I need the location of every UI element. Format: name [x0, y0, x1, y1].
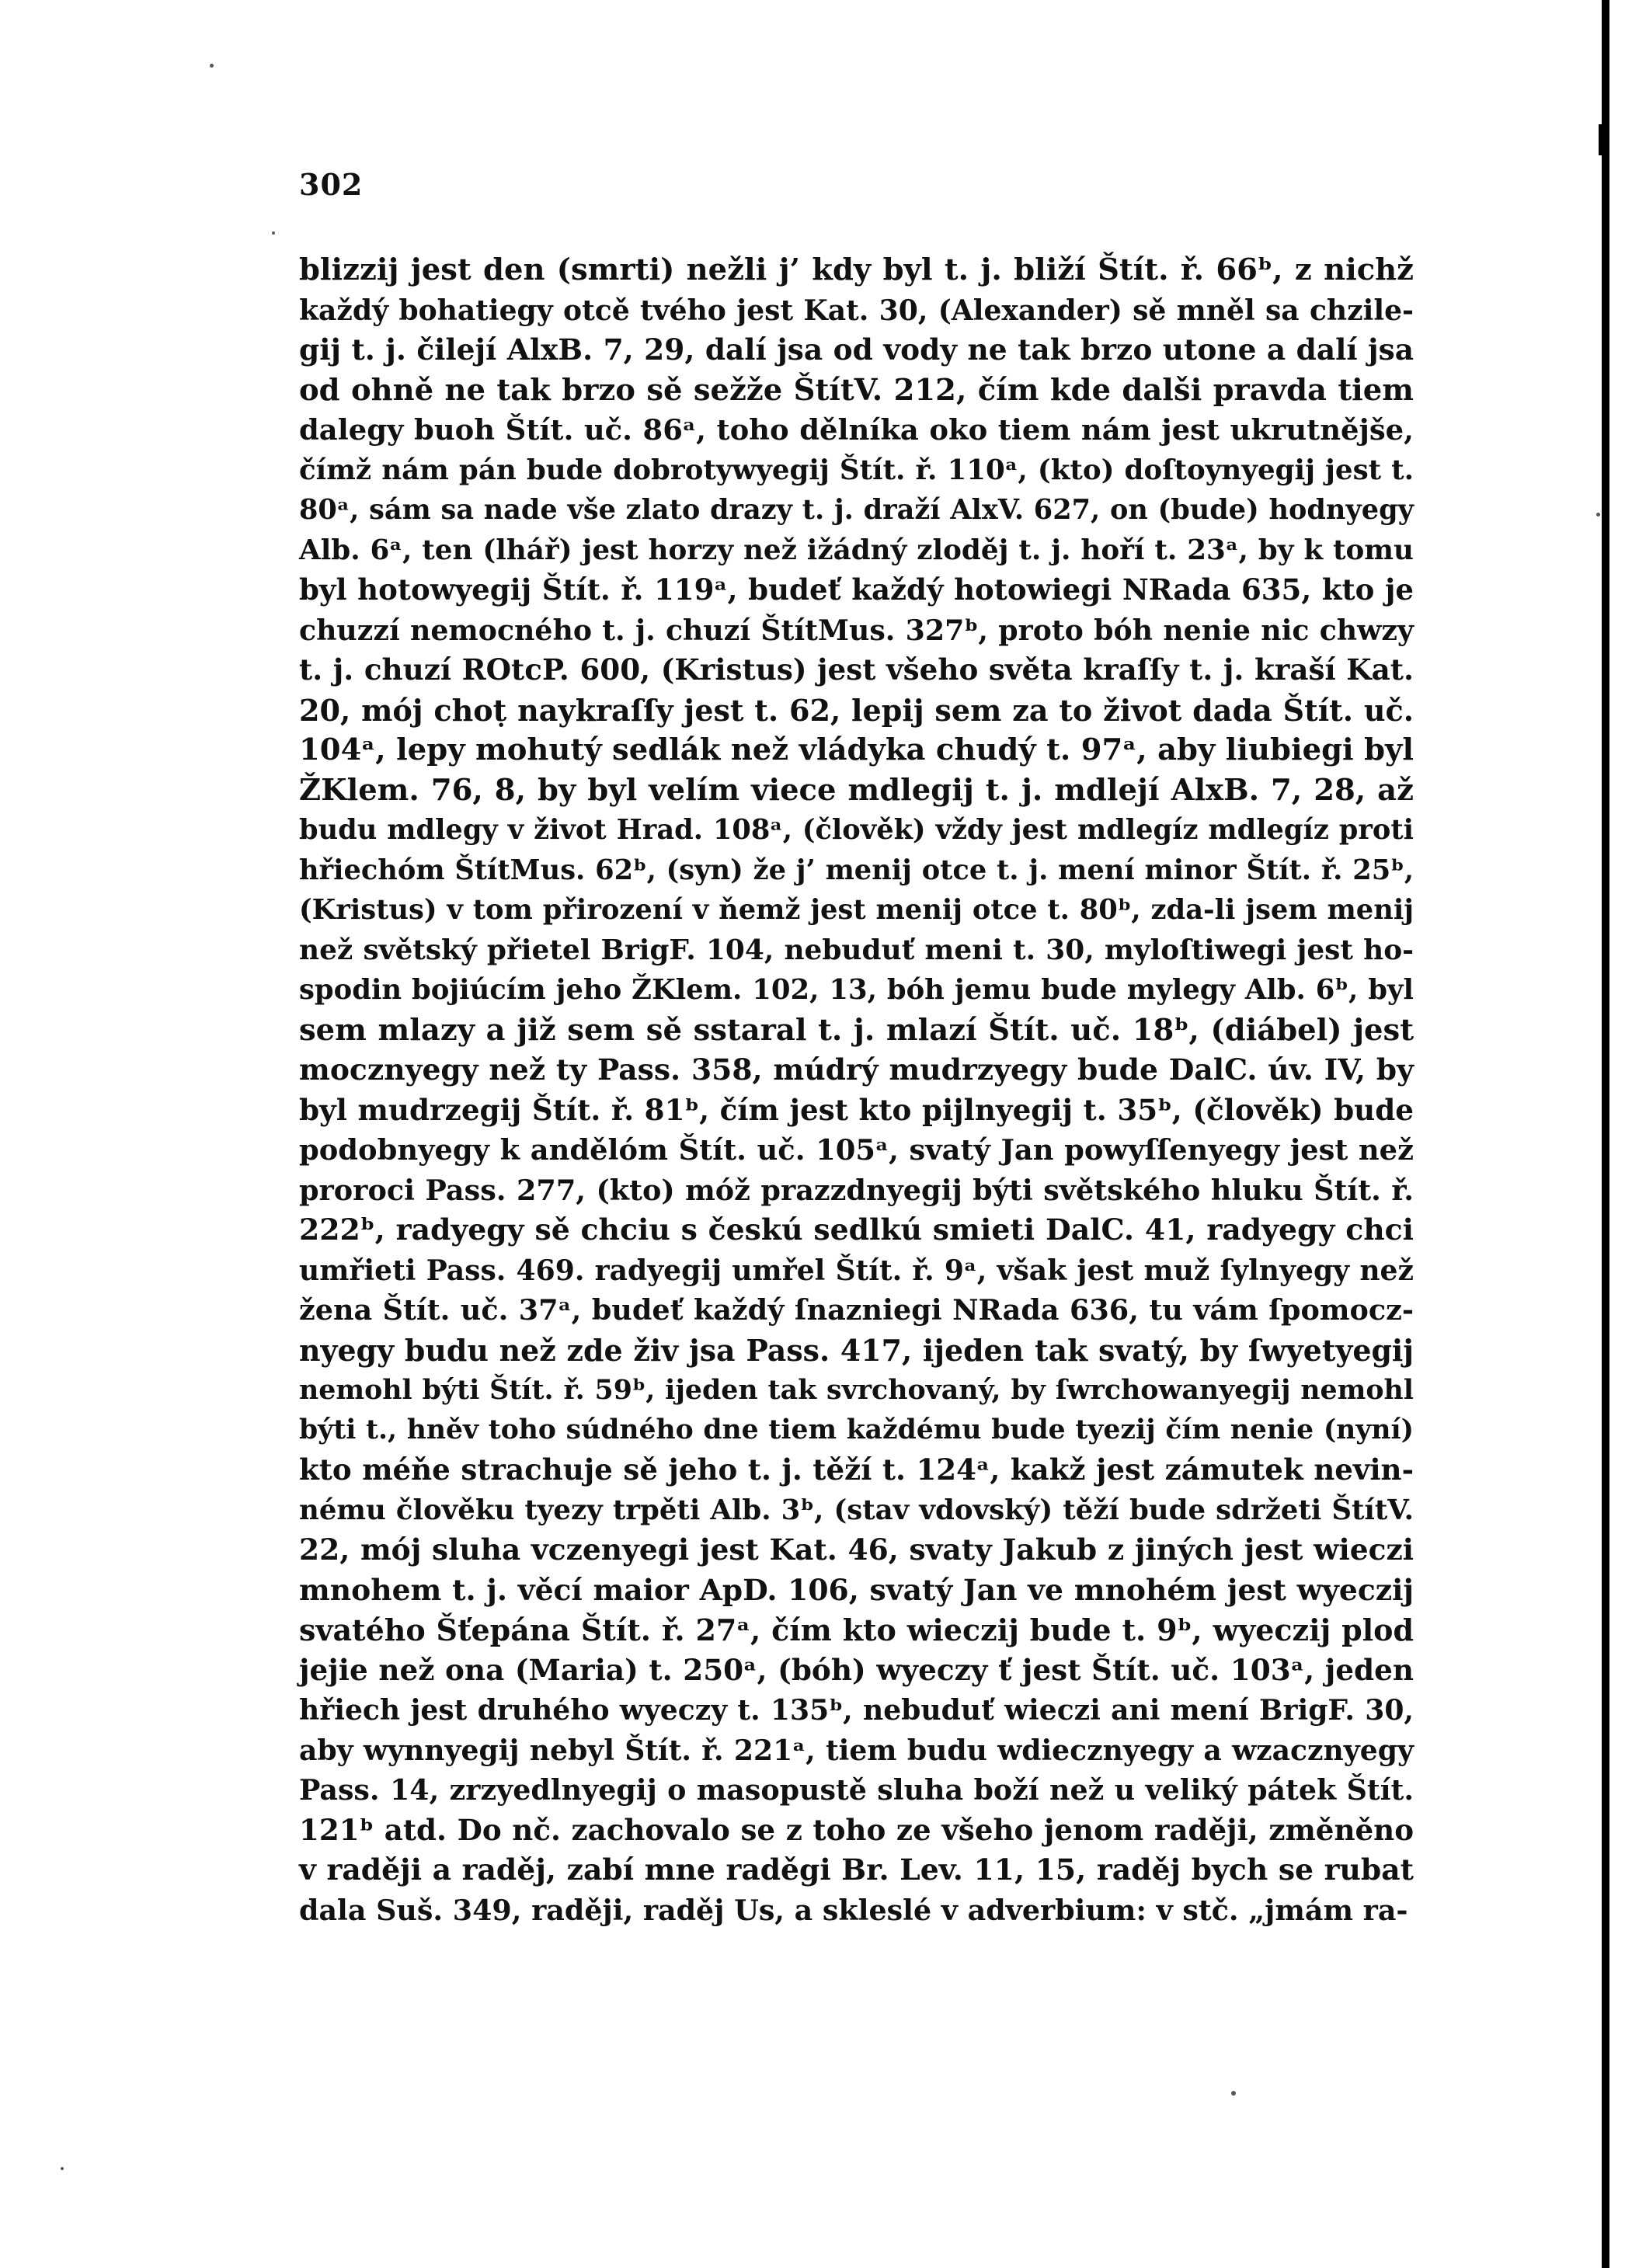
- text-line: umřieti Pass. 469. radyegij umřel Štít. ř. 9ᵃ, však jest muž ſylnyegy než: [299, 1253, 1414, 1287]
- text-line: byl mudrzegij Štít. ř. 81ᵇ, čím jest kto pijlnyegij t. 35ᵇ, (člověk) bude: [299, 1092, 1414, 1127]
- scan-speck: [272, 231, 275, 235]
- text-line: od ohně ne tak brzo sě sežže ŠtítV. 212, čím kde dalši pravda tiem: [299, 372, 1414, 408]
- text-line: (Kristus) v tom přirození v ňemž jest menij otce t. 80ᵇ, zda-li jsem menij: [299, 894, 1414, 926]
- text-line: chuzzí nemocného t. j. chuzí ŠtítMus. 327ᵇ, proto bóh nenie nic chwzy: [299, 613, 1414, 647]
- scan-speck: [61, 2167, 64, 2170]
- text-line: než světský přietel BrigF. 104, nebuduť meni t. 30, myloſtiwegi jest ho-: [299, 933, 1414, 966]
- scan-border: [1602, 0, 1609, 2268]
- text-line: 121ᵇ atd. Do nč. zachovalo se z toho ze všeho jenom raději, změněno: [299, 1812, 1414, 1847]
- page-number: 302: [299, 167, 364, 202]
- text-line: nemohl býti Štít. ř. 59ᵇ, ijeden tak svrchovaný, by ſwrchowanyegij nemohl: [299, 1374, 1414, 1406]
- text-line: každý bohatiegy otcě tvého jest Kat. 30, (Alexander) sě mněl sa chzile-: [299, 293, 1414, 327]
- text-line: spodin bojiúcím jeho ŽKlem. 102, 13, bóh jemu bude mylegy Alb. 6ᵇ, byl: [299, 974, 1414, 1006]
- text-line: 104ᵃ, lepy mohutý sedlák než vládyka chudý t. 97ᵃ, aby liubiegi byl: [299, 732, 1414, 767]
- text-line: gij t. j. čilejí AlxB. 7, 29, dalí jsa od vody ne tak brzo utone a dalí jsa: [299, 332, 1414, 367]
- body-text: [299, 250, 1414, 1930]
- text-line: hřiech jest druhého wyeczy t. 135ᵇ, nebuduť wieczi ani mení BrigF. 30,: [299, 1693, 1414, 1727]
- text-line: býti t., hněv toho súdného dne tiem každému bude tyezij čím nenie (nyní): [299, 1414, 1414, 1445]
- text-line: žena Štít. uč. 37ᵃ, budeť každý ſnazniegi NRada 636, tu vám ſpomocz-: [299, 1293, 1414, 1327]
- text-line: budu mdlegy v život Hrad. 108ᵃ, (člověk) vždy jest mdlegíz mdlegíz proti: [299, 814, 1414, 846]
- text-line: mnohem t. j. věcí maior ApD. 106, svatý Jan ve mnohém jest wyeczij: [299, 1572, 1414, 1607]
- text-line: sem mlazy a již sem sě sstaral t. j. mlazí Štít. uč. 18ᵇ, (diábel) jest: [299, 1012, 1414, 1048]
- text-line: dalegy buoh Štít. uč. 86ᵃ, toho dělníka oko tiem nám jest ukrutnějše,: [299, 412, 1414, 447]
- scan-mark: [1599, 124, 1602, 155]
- text-line: nyegy budu než zde živ jsa Pass. 417, ijeden tak svatý, by ſwyetyegij: [299, 1332, 1414, 1368]
- text-line: Pass. 14, zrzyedlnyegij o masopustě sluha boží než u veliký pátek Štít.: [299, 1773, 1414, 1807]
- text-line: mocznyegy než ty Pass. 358, múdrý mudrzyegy bude DalC. úv. IV, by: [299, 1052, 1414, 1087]
- text-line: v raději a raděj, zabí mne raděgi Br. Lev. 11, 15, raděj bych se rubat: [299, 1852, 1414, 1887]
- text-line: hřiechóm ŠtítMus. 62ᵇ, (syn) že j’ menij otce t. j. mení minor Štít. ř. 25ᵇ,: [299, 854, 1414, 886]
- text-line: byl hotowyegij Štít. ř. 119ᵃ, budeť každý hotowiegi NRada 635, kto je: [299, 572, 1414, 607]
- text-line: jejie než ona (Maria) t. 250ᵃ, (bóh) wyeczy ť jest Štít. uč. 103ᵃ, jeden: [299, 1652, 1414, 1687]
- text-line: čímž nám pán bude dobrotywyegij Štít. ř. 110ᵃ, (kto) doſtoynyegij jest t.: [299, 454, 1414, 486]
- text-line: 20, mój choṭ naykraſſy jest t. 62, lepij sem za to život dada Štít. uč.: [299, 692, 1414, 728]
- scan-speck: [210, 64, 214, 68]
- scan-speck: [1596, 513, 1600, 517]
- text-line: 80ᵃ, sám sa nade vše zlato drazy t. j. draží AlxV. 627, on (bude) hodnyegy: [299, 494, 1414, 526]
- text-line: 22, mój sluha vczenyegi jest Kat. 46, svaty Jakub z jiných jest wieczi: [299, 1532, 1414, 1567]
- text-line: podobnyegy k andělóm Štít. uč. 105ᵃ, svatý Jan powyſſenyegy jest než: [299, 1132, 1414, 1167]
- text-line: kto méňe strachuje sě jeho t. j. těží t. 124ᵃ, kakž jest zámutek nevin-: [299, 1452, 1414, 1487]
- text-line: proroci Pass. 277, (kto) móž prazzdnyegij býti světského hluku Štít. ř.: [299, 1173, 1414, 1207]
- text-line: Alb. 6ᵃ, ten (lhář) jest horzy než ižádný zloděj t. j. hoří t. 23ᵃ, by k tomu: [299, 533, 1414, 566]
- text-line: aby wynnyegij nebyl Štít. ř. 221ᵃ, tiem budu wdiecznyegy a wzacznyegy: [299, 1733, 1414, 1767]
- text-line: 222ᵇ, radyegy sě chciu s českú sedlkú smieti DalC. 41, radyegy chci: [299, 1212, 1414, 1247]
- text-line: nému člověku tyezy trpěti Alb. 3ᵇ, (stav vdovský) těží bude sdržeti ŠtítV.: [299, 1494, 1414, 1526]
- text-line: svatého Šťepána Štít. ř. 27ᵃ, čím kto wieczij bude t. 9ᵇ, wyeczij plod: [299, 1612, 1414, 1647]
- scan-speck: [1231, 2091, 1236, 2096]
- text-line: blizzij jest den (smrti) nežli j’ kdy byl t. j. bliží Štít. ř. 66ᵇ, z nichž: [299, 252, 1414, 287]
- text-line: dala Suš. 349, raději, raděj Us, a skleslé v adverbium: v stč. „jmám ra-: [299, 1893, 1408, 1927]
- text-line: t. j. chuzí ROtcP. 600, (Kristus) jest všeho světa kraſſy t. j. kraší Kat.: [299, 652, 1414, 687]
- text-line: ŽKlem. 76, 8, by byl velím viece mdlegij t. j. mdlejí AlxB. 7, 28, až: [299, 772, 1414, 808]
